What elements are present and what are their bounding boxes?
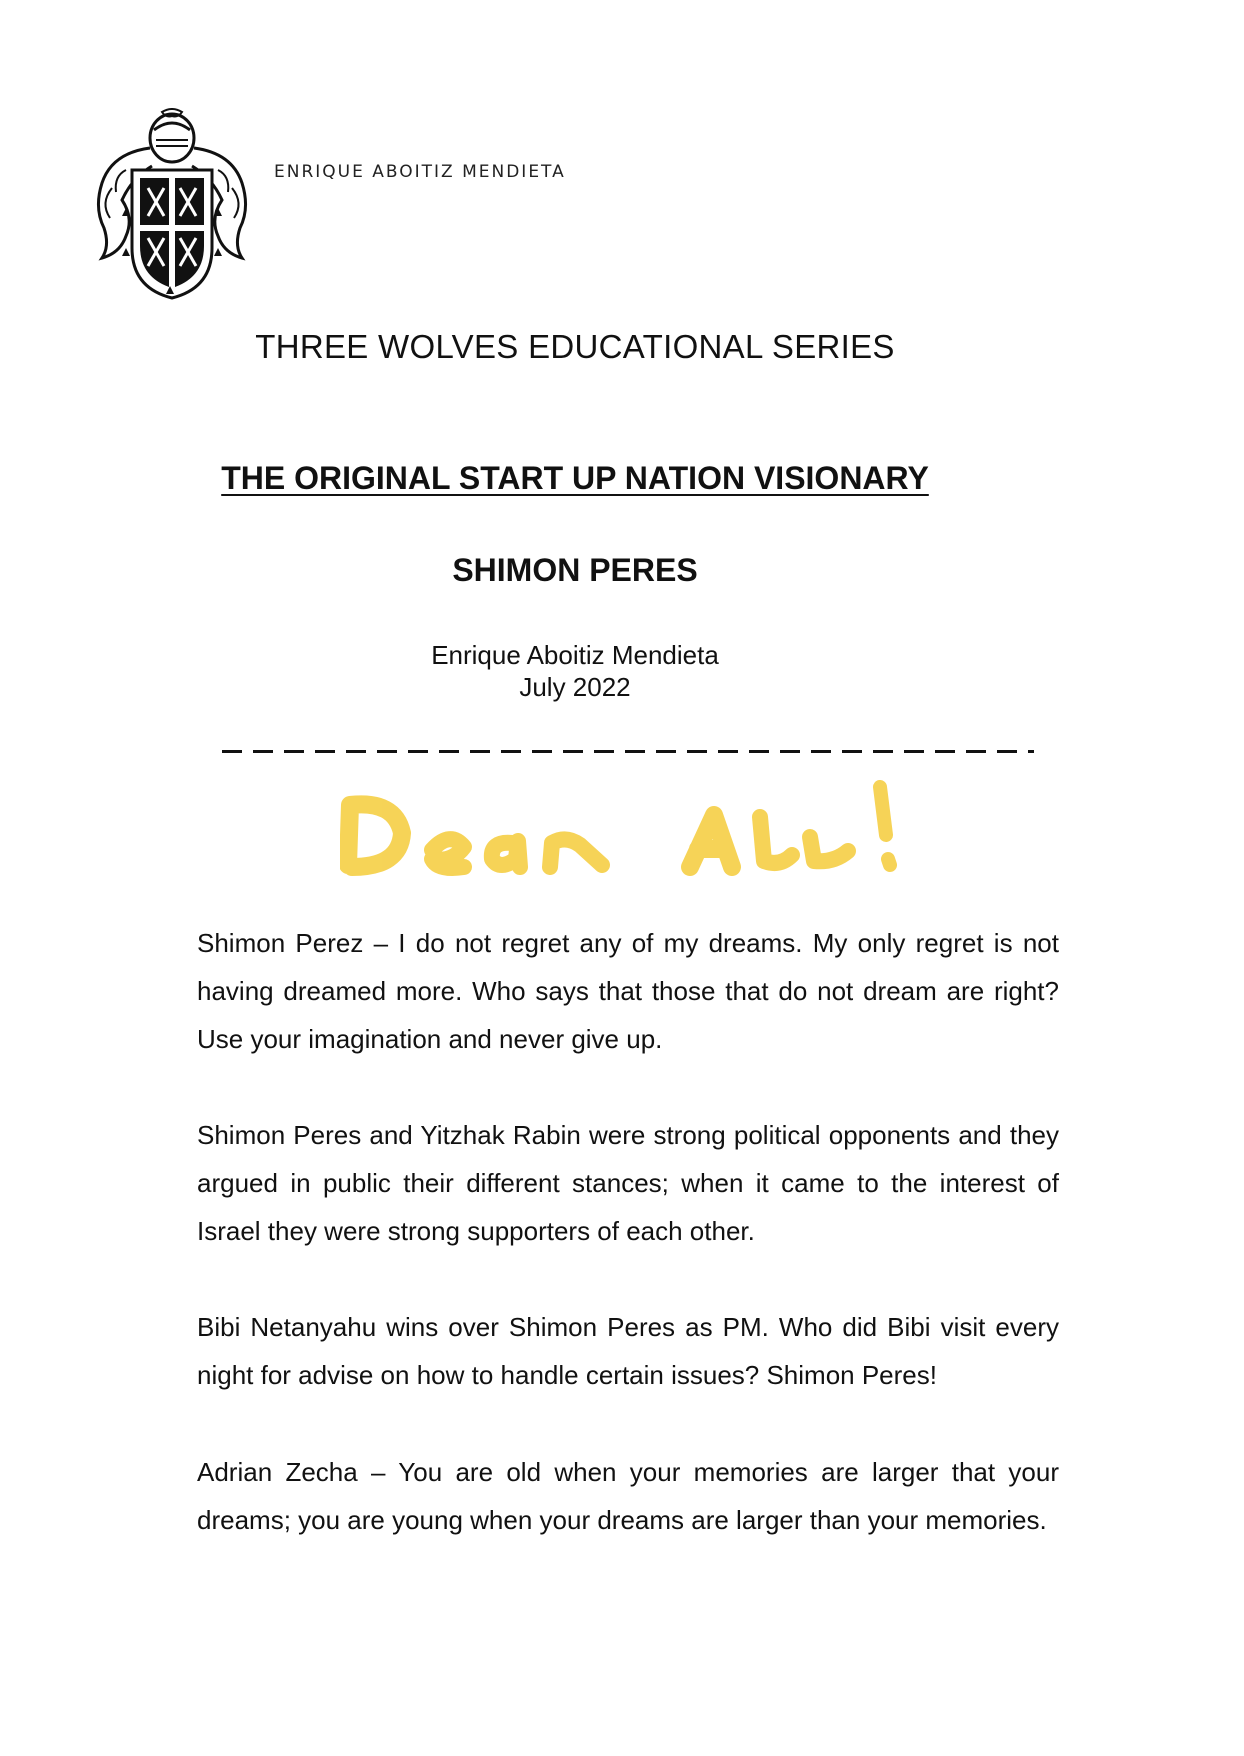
paragraph-3: Bibi Netanyahu wins over Shimon Peres as PM. Who did Bibi visit every night for advise on how to handle certain issues? Shimon Peres! xyxy=(197,1312,1059,1390)
document-title xyxy=(0,460,1150,497)
byline xyxy=(0,639,1150,703)
series-title: THREE WOLVES EDUCATIONAL SERIES xyxy=(255,328,895,365)
paragraph-2: Shimon Peres and Yitzhak Rabin were strong political opponents and they argued in public their different stances; when it came to the interest of Israel they were strong supporters of each other. xyxy=(197,1120,1059,1246)
document-title-text: THE ORIGINAL START UP NATION VISIONARY xyxy=(221,460,929,496)
coat-of-arms-icon xyxy=(92,108,252,303)
dashed-divider xyxy=(222,750,1034,753)
paragraph-1: Shimon Perez – I do not regret any of my dreams. My only regret is not having dreamed more. Who says that those that do not dream are right? Use your imagination and never give up. xyxy=(197,928,1059,1054)
letterhead-name: ENRIQUE ABOITIZ MENDIETA xyxy=(274,162,566,182)
byline-date: July 2022 xyxy=(519,672,631,702)
paragraph-4: Adrian Zecha – You are old when your memories are larger that your dreams; you are young when your dreams are larger than your memories. xyxy=(197,1457,1059,1535)
byline-author: Enrique Aboitiz Mendieta xyxy=(431,640,719,670)
subject-heading: SHIMON PERES xyxy=(452,552,698,588)
handwritten-greeting xyxy=(340,775,960,890)
